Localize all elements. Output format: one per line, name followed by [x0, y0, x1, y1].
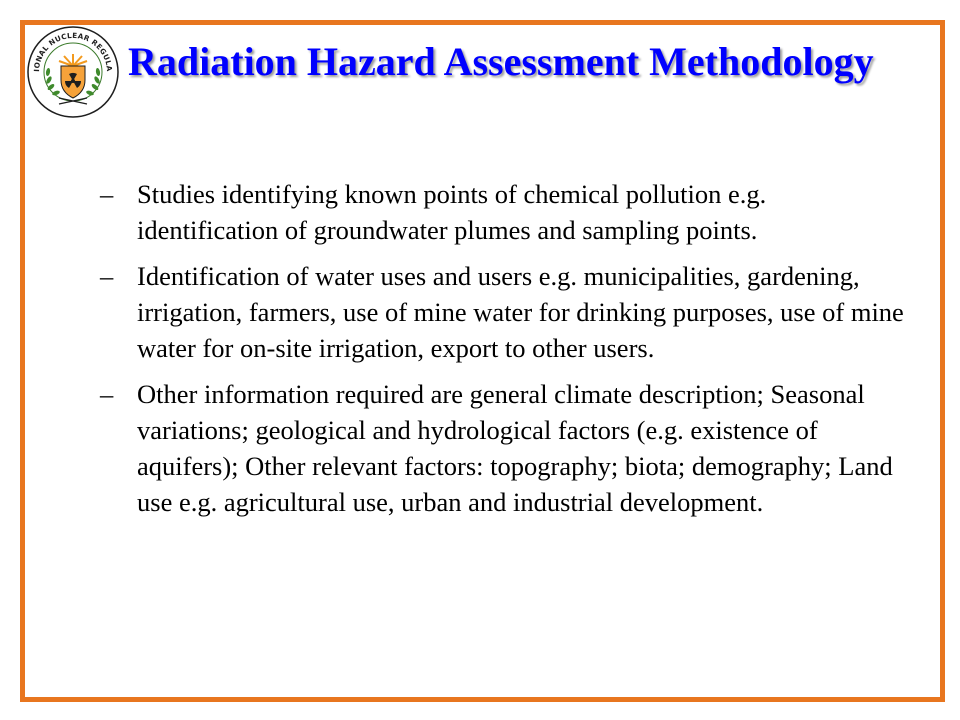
bullet-text: Studies identifying known points of chemical pollution e.g. identification of groundwater plumes and sampling points.: [137, 179, 767, 245]
bullet-text: Other information required are general climate description; Seasonal variations; geological and hydrological factors (e.g. existence of aquifers); Other relevant factors: topography; biota; demography; Land use e.g. agricultural use, urban and industrial development.: [137, 379, 893, 517]
bullet-item: [100, 376, 910, 520]
bullet-marker: –: [100, 179, 114, 209]
bullet-item: [100, 258, 910, 366]
bullet-text: Identification of water uses and users e.g. municipalities, gardening, irrigation, farmers, use of mine water for drinking purposes, use of mine water for on-site irrigation, export to other users.: [137, 261, 904, 363]
bullet-marker: –: [100, 261, 114, 291]
slide-title: Radiation Hazard Assessment Methodology: [128, 39, 874, 84]
nnr-emblem-icon: [25, 24, 121, 120]
bullet-list: [100, 176, 910, 530]
bullet-item: [100, 176, 910, 248]
bullet-marker: –: [100, 379, 114, 409]
svg-text:NATIONAL NUCLEAR REGULATOR: IONAL NUCLEAR REGULA: [31, 30, 115, 72]
